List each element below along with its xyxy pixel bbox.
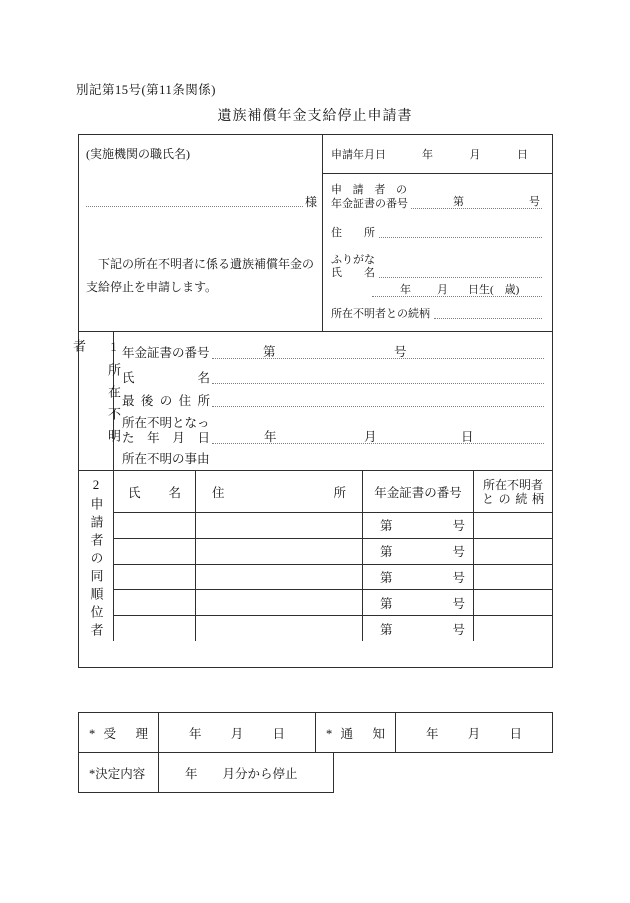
form-number-note: 別記第15号(第11条関係) xyxy=(76,83,216,97)
table-row xyxy=(114,590,552,616)
missing-date-row xyxy=(122,409,544,446)
day-label: 日 xyxy=(461,429,474,444)
birth-month-label: 月 xyxy=(437,284,448,296)
name-label: 氏 名 xyxy=(331,267,375,279)
form-title: 遺族補償年金支給停止申請書 xyxy=(217,109,413,124)
relation-label: 所在不明者との続柄 xyxy=(331,308,430,320)
year-label: 年 xyxy=(264,429,277,444)
relation-write-line xyxy=(434,318,542,319)
go-label: 号 xyxy=(394,344,407,359)
same-rank-header-row xyxy=(114,471,552,513)
cert-number-write-line xyxy=(212,344,544,359)
birthdate-write-line xyxy=(372,284,542,297)
cert-number-label: 年金証書の番号 xyxy=(122,346,210,360)
birth-day-age-label: 日生( 歳) xyxy=(468,284,520,296)
applicant-cert-write-line xyxy=(411,196,542,209)
missing-person-fields xyxy=(114,332,552,470)
name-cell xyxy=(114,513,196,538)
address-cell xyxy=(196,616,363,641)
applicant-column xyxy=(323,135,552,331)
relation-cell xyxy=(474,539,552,564)
notice-label: *通 知 xyxy=(326,726,385,741)
decision-content-row xyxy=(78,753,334,793)
missing-person-side-label: 1所在不明者 xyxy=(71,339,121,451)
applicant-cert-label-1: 申 請 者 の xyxy=(331,184,407,196)
receipt-date-value: 年 月 日 xyxy=(189,726,285,741)
name-cell xyxy=(114,616,196,641)
applicant-info-cell xyxy=(323,174,552,331)
missing-reason-label: 所在不明の事由 xyxy=(122,451,210,466)
table-row xyxy=(114,539,552,565)
application-date-label: 申請年月日 xyxy=(331,149,386,161)
statement-text xyxy=(86,253,318,299)
addressee-write-line xyxy=(86,206,303,207)
header-name: 氏 名 xyxy=(128,485,181,500)
addressee-cell xyxy=(79,135,323,331)
relation-cell xyxy=(474,616,552,641)
table-row xyxy=(114,565,552,591)
main-table xyxy=(71,134,553,668)
dai-label: 第 xyxy=(380,545,393,560)
office-use-table xyxy=(78,712,553,793)
address-cell xyxy=(196,513,363,538)
go-label: 号 xyxy=(452,596,465,611)
missing-date-label-line1: 所在不明となっ xyxy=(122,416,210,430)
header-cert-number: 年金証書の番号 xyxy=(374,485,462,500)
month-label: 月 xyxy=(469,149,481,161)
same-rank-side-strip xyxy=(79,471,114,641)
receipt-notice-row xyxy=(78,712,553,753)
statement-line-2: 支給停止を申請します。 xyxy=(86,280,218,294)
dai-label: 第 xyxy=(380,519,393,534)
name-cell xyxy=(114,539,196,564)
furigana-label: ふりがな xyxy=(331,254,375,266)
header-address: 住 所 xyxy=(212,485,346,500)
relation-cell xyxy=(474,565,552,590)
table-row xyxy=(114,513,552,539)
missing-reason-row xyxy=(122,446,544,469)
same-rank-table xyxy=(114,471,552,641)
dai-label: 第 xyxy=(380,570,393,585)
missing-person-side-strip xyxy=(71,332,121,470)
cert-number-cell xyxy=(363,539,474,564)
top-section xyxy=(79,135,552,332)
birth-year-label: 年 xyxy=(400,284,411,296)
go-label: 号 xyxy=(452,519,465,534)
missing-date-label xyxy=(122,416,210,446)
sama-label: 様 xyxy=(304,194,317,209)
day-label: 日 xyxy=(517,149,528,161)
dai-label: 第 xyxy=(380,622,393,637)
org-name-label: (実施機関の職氏名) xyxy=(86,147,190,161)
decision-content-label: *決定内容 xyxy=(89,766,146,781)
name-row xyxy=(122,361,544,386)
header-relation-line1: 所在不明者 xyxy=(482,477,543,492)
table-row xyxy=(114,616,552,641)
header-relation-line2: と の 続 柄 xyxy=(482,491,544,506)
cert-number-row xyxy=(122,336,544,361)
go-label: 号 xyxy=(529,196,540,208)
cert-number-cell xyxy=(363,616,474,641)
month-label: 月 xyxy=(364,429,377,444)
missing-person-section xyxy=(71,332,552,471)
cert-number-cell xyxy=(363,565,474,590)
name-write-line xyxy=(379,277,542,278)
application-date-units xyxy=(386,146,540,162)
address-write-line xyxy=(379,237,542,238)
go-label: 号 xyxy=(452,622,465,637)
address-label: 住 所 xyxy=(331,227,375,239)
applicant-address-row xyxy=(331,224,542,240)
notice-date-value: 年 月 日 xyxy=(426,726,522,741)
address-cell xyxy=(196,565,363,590)
decision-content-value: 年 月分から停止 xyxy=(185,766,298,781)
name-cell xyxy=(114,590,196,615)
statement-line-1: 下記の所在不明者に係る遺族補償年金の xyxy=(98,257,315,271)
go-label: 号 xyxy=(452,570,465,585)
dai-label: 第 xyxy=(380,596,393,611)
relation-cell xyxy=(474,513,552,538)
relation-row xyxy=(331,305,542,321)
applicant-name-row xyxy=(331,265,542,280)
cert-number-cell xyxy=(363,590,474,615)
last-address-write-line xyxy=(212,406,544,407)
same-rank-section xyxy=(79,471,552,641)
year-label: 年 xyxy=(422,149,433,161)
last-address-label: 最 後 の 住 所 xyxy=(122,394,210,408)
go-label: 号 xyxy=(452,545,465,560)
missing-date-write-line xyxy=(212,429,544,444)
relation-cell xyxy=(474,590,552,615)
dai-label: 第 xyxy=(263,344,276,359)
application-date-row xyxy=(323,135,552,174)
cert-number-cell xyxy=(363,513,474,538)
applicant-cert-label-2: 年金証書の番号 xyxy=(331,198,408,210)
address-cell xyxy=(196,590,363,615)
addressee-row xyxy=(86,191,317,209)
last-address-row xyxy=(122,386,544,409)
name-cell xyxy=(114,565,196,590)
address-cell xyxy=(196,539,363,564)
name-label: 氏 名 xyxy=(122,371,210,385)
receipt-label: *受 理 xyxy=(89,726,148,741)
missing-date-label-line2: た 年 月 日 xyxy=(122,431,210,445)
name-write-line xyxy=(212,383,544,384)
same-rank-side-label: 2申請者の同順位者 xyxy=(88,477,104,641)
dai-label: 第 xyxy=(453,196,464,208)
